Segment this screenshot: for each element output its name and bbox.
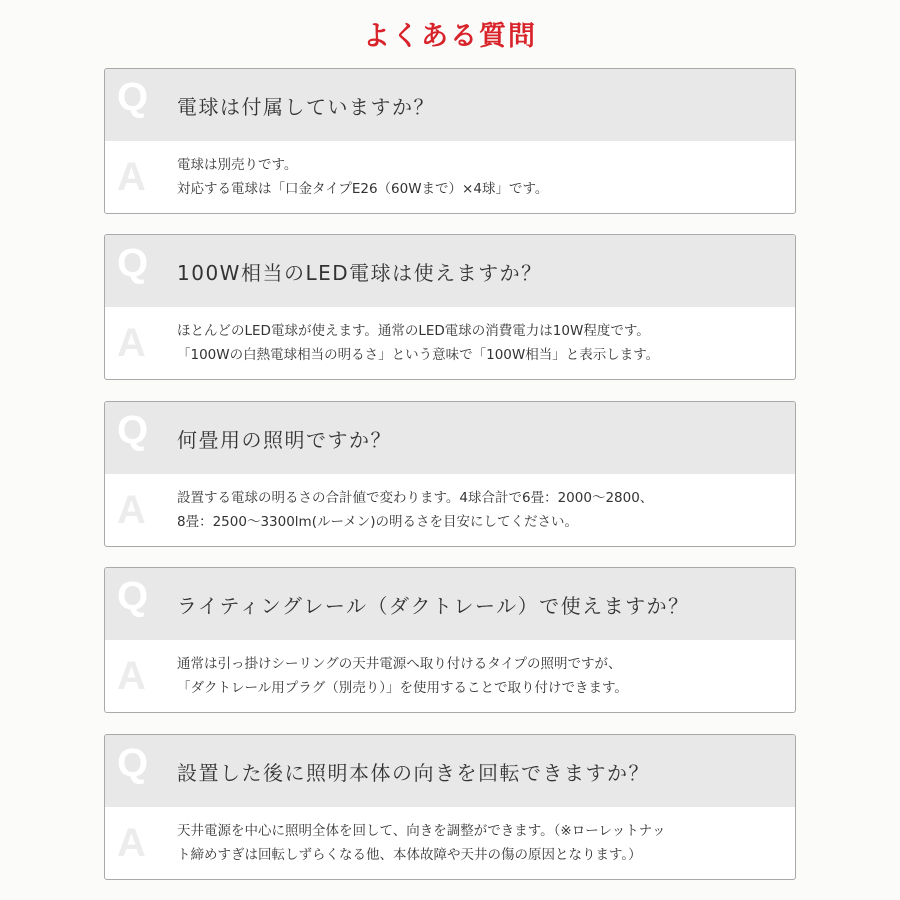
q-mark-icon: Q (117, 574, 149, 618)
answer-line: ト締めすぎは回転しずらくなる他、本体故障や天井の傷の原因となります。） (177, 847, 642, 863)
faq-question (105, 235, 795, 307)
faq-question (105, 735, 795, 807)
faq-answer (105, 474, 795, 546)
answer-line: 通常は引っ掛けシーリングの天井電源へ取り付けるタイプの照明ですが、 (177, 656, 622, 672)
faq-question (105, 568, 795, 640)
a-mark-icon: A (117, 155, 146, 199)
q-mark-icon: Q (117, 241, 149, 285)
question-text: ライティングレール（ダクトレール）で使えますか？ (177, 594, 690, 618)
faq-item (104, 234, 796, 380)
faq-answer (105, 307, 795, 379)
answer-text (177, 652, 628, 700)
answer-line: 対応する電球は「口金タイプE26（60Wまで）×4球」です。 (177, 181, 549, 197)
answer-line: 電球は別売りです。 (177, 157, 298, 173)
question-text: 電球は付属していますか？ (177, 95, 435, 119)
answer-line: 8畳：2500～3300lm(ルーメン)の明るさを目安にしてください。 (177, 514, 579, 530)
q-mark-icon: Q (117, 408, 149, 452)
answer-line: 設置する電球の明るさの合計値で変わります。4球合計で6畳：2000～2800、 (177, 490, 654, 506)
faq-answer (105, 807, 795, 879)
a-mark-icon: A (117, 321, 146, 365)
question-text: 何畳用の照明ですか？ (177, 428, 392, 452)
a-mark-icon: A (117, 821, 146, 865)
answer-line: 「100Wの白熱電球相当の明るさ」という意味で「100W相当」と表示します。 (177, 347, 660, 363)
faq-item (104, 567, 796, 713)
answer-line: 天井電源を中心に照明全体を回して、向きを調整ができます。（※ローレットナッ (177, 823, 666, 839)
faq-answer (105, 640, 795, 712)
faq-item (104, 68, 796, 214)
faq-question (105, 69, 795, 141)
a-mark-icon: A (117, 654, 146, 698)
answer-text (177, 486, 653, 534)
page-title: よくある質問 (363, 21, 537, 52)
q-mark-icon: Q (117, 75, 149, 119)
answer-text (177, 319, 659, 367)
question-text: 100W相当のLED電球は使えますか？ (177, 261, 543, 285)
answer-line: 「ダクトレール用プラグ（別売り）」を使用することで取り付けできます。 (177, 680, 628, 696)
q-mark-icon: Q (117, 741, 149, 785)
question-text: 設置した後に照明本体の向きを回転できますか？ (177, 761, 650, 785)
faq-answer (105, 141, 795, 213)
answer-line: ほとんどのLED電球が使えます。通常のLED電球の消費電力は10W程度です。 (177, 323, 650, 339)
a-mark-icon: A (117, 488, 146, 532)
faq-question (105, 402, 795, 474)
answer-text (177, 153, 548, 201)
faq-item (104, 734, 796, 880)
faq-item (104, 401, 796, 547)
answer-text (177, 819, 666, 867)
